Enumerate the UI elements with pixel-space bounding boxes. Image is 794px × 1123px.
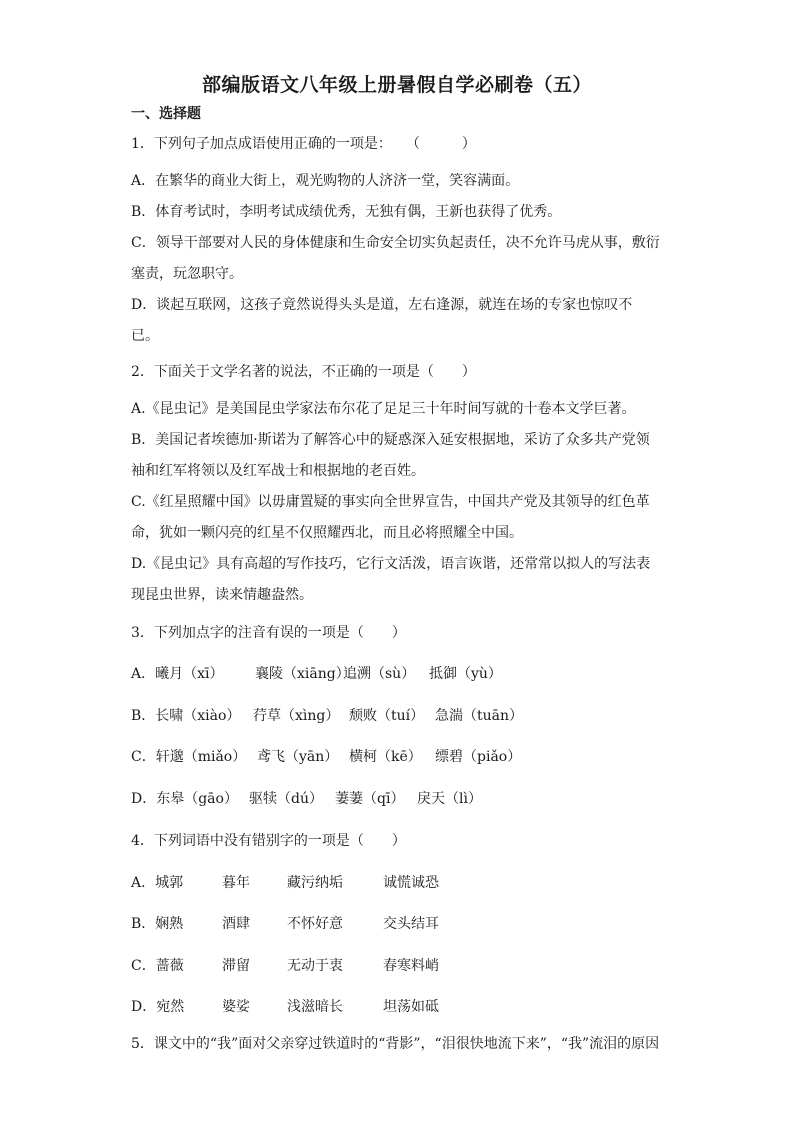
q3-b-item: B．长啸（xiào） — [131, 708, 241, 724]
q4-b-item: B．娴熟 — [131, 916, 184, 932]
q4-d-item: D．宛然 — [131, 999, 185, 1015]
q2-option-b: B．美国记者埃德加·斯诺为了解答心中的疑惑深入延安根据地，采访了众多共产党领 — [131, 432, 650, 448]
q1-option-c: C．领导干部要对人民的身体健康和生命安全切实负起责任，决不允许马虎从事，敷衍 — [131, 235, 660, 251]
q4-option-b — [131, 917, 439, 931]
q2-option-c: C.《红星照耀中国》以毋庸置疑的事实向全世界宣告，中国共产党及其领导的红色革 — [131, 494, 650, 510]
q4-d-item: 婆娑 — [222, 999, 250, 1015]
q3-option-d — [131, 792, 482, 806]
q1-option-a: A．在繁华的商业大街上，观光购物的人济济一堂，笑容满面。 — [131, 173, 520, 189]
q3-a-item: 追溯（sù） — [343, 666, 416, 682]
q4-option-c — [131, 959, 439, 973]
q4-b-item: 不怀好意 — [287, 916, 343, 932]
q3-option-c — [131, 750, 521, 764]
q1-option-d-cont: 已。 — [131, 328, 159, 344]
q1-option-b: B．体育考试时，李明考试成绩优秀，无独有偶，王新也获得了优秀。 — [131, 204, 562, 220]
q4-stem: 4．下列词语中没有错别字的一项是（ ） — [131, 833, 406, 849]
section-heading: 一、选择题 — [131, 106, 201, 122]
q3-option-a — [131, 667, 502, 681]
q1-option-c-cont: 塞责，玩忽职守。 — [131, 266, 243, 282]
q2-option-d: D.《昆虫记》具有高超的写作技巧，它行文活泼，语言诙谐，还常常以拟人的写法表 — [131, 556, 651, 572]
q3-d-item: 戾天（lì） — [417, 791, 482, 807]
q3-d-item: D．东皋（gāo） — [131, 791, 238, 807]
q2-option-b-cont: 袖和红军将领以及红军战士和根据地的老百姓。 — [131, 463, 425, 479]
q4-c-item: 春寒料峭 — [383, 958, 439, 974]
q4-c-item: 无动于衷 — [287, 958, 343, 974]
q3-d-item: 萋萋（qī） — [335, 791, 405, 807]
q3-c-item: 鸢飞（yān） — [257, 749, 339, 765]
q1-option-d: D．谈起互联网，这孩子竟然说得头头是道，左右逢源，就连在场的专家也惊叹不 — [131, 297, 633, 313]
q3-c-item: 横柯（kē） — [349, 749, 422, 765]
q4-d-item: 坦荡如砥 — [383, 999, 439, 1015]
q4-option-d — [131, 1000, 439, 1014]
q4-c-item: 滞留 — [222, 958, 250, 974]
q4-a-item: 暮年 — [222, 875, 250, 891]
page-title: 部编版语文八年级上册暑假自学必刷卷（五） — [201, 74, 592, 96]
q4-c-item: C．蔷薇 — [131, 958, 184, 974]
q3-option-b — [131, 709, 523, 723]
q3-stem: 3．下列加点字的注音有误的一项是（ ） — [131, 625, 406, 641]
q3-b-item: 颓败（tuí） — [349, 708, 425, 724]
q4-a-item: 诚慌诚恐 — [383, 875, 439, 891]
q5-stem: 5．课文中的“我”面对父亲穿过铁道时的“背影”，“泪很快地流下来”，“我”流泪的原因 — [131, 1036, 660, 1052]
q2-stem: 2．下面关于文学名著的说法，不正确的一项是（ ） — [131, 364, 476, 380]
q3-a-item: 抵御（yù） — [429, 666, 502, 682]
q3-b-item: 急湍（tuān） — [435, 708, 524, 724]
q1-stem: 1．下列句子加点成语使用正确的一项是： （ ） — [131, 136, 476, 152]
q2-option-a: A.《昆虫记》是美国昆虫学家法布尔花了足足三十年时间写就的十卷本文学巨著。 — [131, 401, 636, 417]
q4-d-item: 浅滋暗长 — [287, 999, 343, 1015]
q4-b-item: 交头结耳 — [383, 916, 439, 932]
q2-option-d-cont: 现昆虫世界，读来情趣盎然。 — [131, 587, 313, 603]
q4-option-a — [131, 876, 439, 890]
q4-b-item: 酒肆 — [222, 916, 250, 932]
q4-a-item: 藏污纳垢 — [287, 875, 343, 891]
q4-a-item: A．城郭 — [131, 875, 184, 891]
q3-a-item: 襄陵（xiāng） — [255, 666, 350, 682]
q3-d-item: 驱犊（dú） — [249, 791, 323, 807]
q2-option-c-cont: 命，犹如一颗闪亮的红星不仅照耀西北，而且必将照耀全中国。 — [131, 525, 523, 541]
q3-c-item: C．轩邈（miǎo） — [131, 749, 247, 765]
q3-c-item: 缥碧（piǎo） — [435, 749, 522, 765]
q3-b-item: 荇草（xìng） — [253, 708, 340, 724]
q3-a-item: A．曦月（xī） — [131, 666, 224, 682]
